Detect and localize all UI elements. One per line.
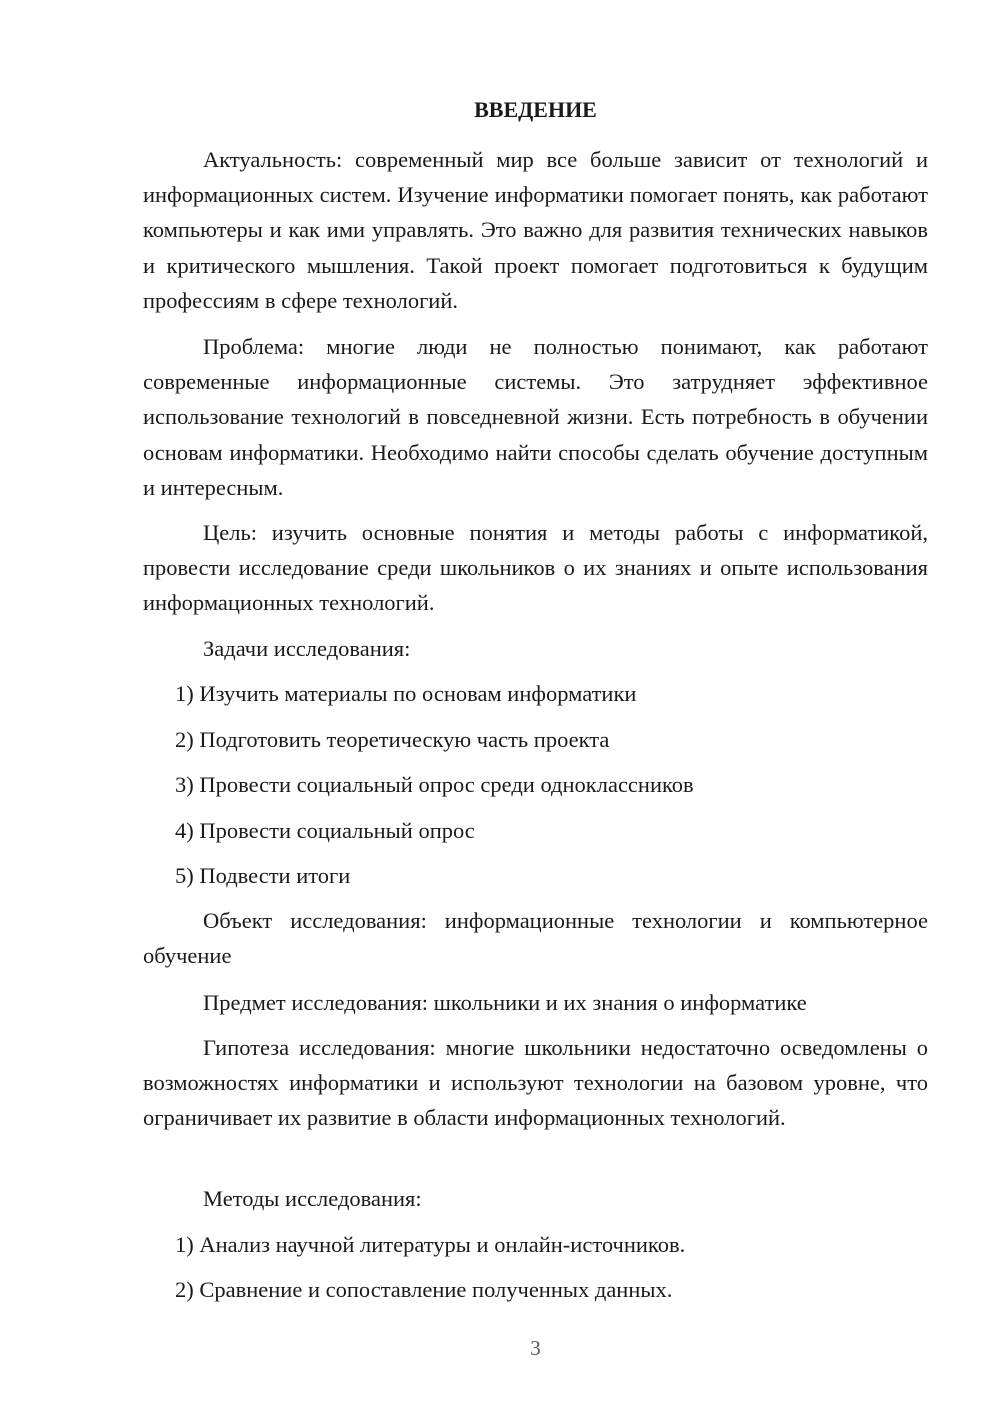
task-item-4: 4) Провести социальный опрос [175,818,475,843]
task-item-2: 2) Подготовить теоретическую часть проекта [175,727,610,752]
page-number: 3 [530,1336,541,1360]
paragraph-hypothesis: Гипотеза исследования: многие школьники недостаточно осведомлены о возможностях информатики и используют технологии на базовом уровне, что ограничивает их развитие в области информационных технологий. [143,1035,928,1131]
methods-heading: Методы исследования: [203,1186,422,1211]
task-item-5: 5) Подвести итоги [175,863,351,888]
method-item-2: 2) Сравнение и сопоставление полученных данных. [175,1277,673,1302]
task-item-1: 1) Изучить материалы по основам информатики [175,681,637,706]
task-item-3: 3) Провести социальный опрос среди одноклассников [175,772,694,797]
paragraph-object: Объект исследования: информационные технологии и компьютерное обучение [143,908,928,969]
paragraph-subject: Предмет исследования: школьники и их знания о информатике [203,990,807,1015]
page-title: ВВЕДЕНИЕ [474,97,597,122]
paragraph-problem: Проблема: многие люди не полностью понимают, как работают современные информационные системы. Это затрудняет эффективное использование технологий в повседневной жизни. Есть потребность в обучении основам информатики. Необходимо найти способы сделать обучение доступным и интересным. [143,334,928,500]
paragraph-goal: Цель: изучить основные понятия и методы работы с информатикой, провести исследование среди школьников о их знаниях и опыте использования информационных технологий. [143,520,928,616]
paragraph-relevance: Актуальность: современный мир все больше зависит от технологий и информационных систем. Изучение информатики помогает понять, как работают компьютеры и как ими управлять. Это важно для развития технических навыков и критического мышления. Такой проект помогает подготовиться к будущим профессиям в сфере технологий. [143,147,928,313]
tasks-heading: Задачи исследования: [203,636,411,661]
method-item-1: 1) Анализ научной литературы и онлайн-источников. [175,1232,686,1257]
